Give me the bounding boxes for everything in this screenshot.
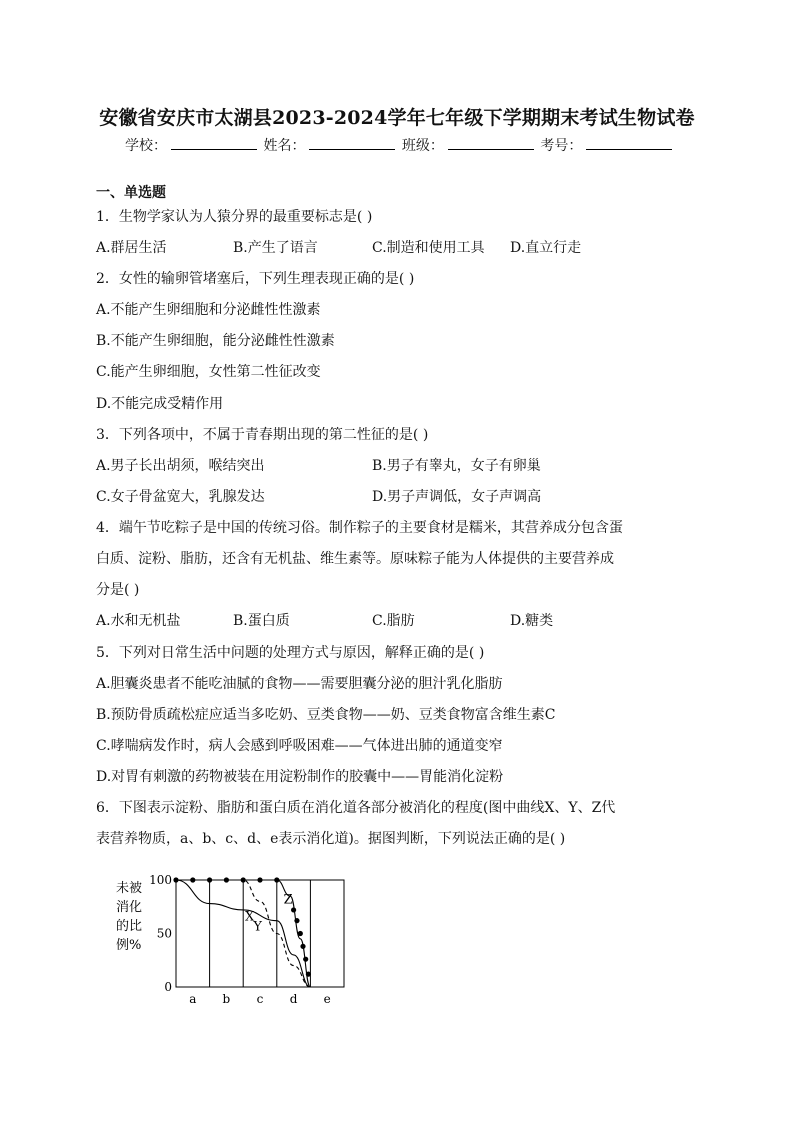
q1-stem: 1．生物学家认为人猿分界的最重要标志是( ) xyxy=(96,209,373,225)
x-tick-label: c xyxy=(256,992,264,1006)
exam-title: 安徽省安庆市太湖县2023-2024学年七年级下学期期末考试生物试卷 xyxy=(99,107,695,129)
q1-option-d: D.直立行走 xyxy=(510,240,582,256)
curve-z-marker xyxy=(291,907,296,912)
curve-z-marker xyxy=(241,877,246,882)
q5-option-b: B.预防骨质疏松症应适当多吃奶、豆类食物——奶、豆类食物富含维生素C xyxy=(96,707,556,723)
q6-stem-line-1: 6．下图表示淀粉、脂肪和蛋白质在消化道各部分被消化的程度(图中曲线X、Y、Z代 xyxy=(96,800,616,816)
q1-option-a: A.群居生活 xyxy=(96,240,167,256)
y-tick-label: 100 xyxy=(149,873,172,887)
q4-option-a: A.水和无机盐 xyxy=(96,613,181,629)
curve-z-marker xyxy=(303,957,308,962)
y-label-line: 消化 xyxy=(116,900,143,915)
curve-label-y: Y xyxy=(253,919,262,935)
q4-stem-line-3: 分是( ) xyxy=(96,582,140,598)
class-label: 班级： xyxy=(401,138,444,154)
q5-option-d: D.对胃有刺激的药物被装在用淀粉制作的胶囊中——胃能消化淀粉 xyxy=(96,769,504,785)
x-tick-label: a xyxy=(189,992,197,1006)
x-tick-label: e xyxy=(323,992,331,1006)
q3-option-a: A.男子长出胡须，喉结突出 xyxy=(96,458,265,474)
y-tick-label: 0 xyxy=(164,980,172,994)
q2-option-d: D.不能完成受精作用 xyxy=(96,396,224,412)
section-heading: 一、单选题 xyxy=(96,185,166,201)
q3-option-c: C.女子骨盆宽大，乳腺发达 xyxy=(96,489,265,505)
curve-z-marker xyxy=(173,877,178,882)
q5-stem: 5．下列对日常生活中问题的处理方式与原因，解释正确的是( ) xyxy=(96,645,485,661)
q1-option-b: B.产生了语言 xyxy=(233,240,318,256)
class-blank[interactable] xyxy=(448,137,534,150)
name-blank[interactable] xyxy=(309,137,395,150)
curve-z-marker xyxy=(298,931,303,936)
school-blank[interactable] xyxy=(171,137,257,150)
curve-label-x: X xyxy=(244,909,255,925)
student-info-row xyxy=(125,135,674,155)
curve-z-marker xyxy=(274,877,279,882)
q2-option-c: C.能产生卵细胞，女性第二性征改变 xyxy=(96,364,321,380)
curve-z-marker xyxy=(190,877,195,882)
curve-z-marker xyxy=(257,877,262,882)
y-label-line: 例% xyxy=(116,938,142,953)
q3-stem: 3．下列各项中，不属于青春期出现的第二性征的是( ) xyxy=(96,427,429,443)
exam-no-blank[interactable] xyxy=(586,137,672,150)
curve-z-marker xyxy=(294,918,299,923)
y-label-line: 的比 xyxy=(116,919,143,934)
x-tick-label: b xyxy=(222,992,231,1006)
q2-option-b: B.不能产生卵细胞，能分泌雌性性激素 xyxy=(96,333,335,349)
x-tick-label: d xyxy=(289,992,298,1006)
q2-option-a: A.不能产生卵细胞和分泌雌性性激素 xyxy=(96,302,321,318)
q4-option-b: B.蛋白质 xyxy=(233,613,290,629)
q4-option-c: C.脂肪 xyxy=(372,613,415,629)
q4-option-d: D.糖类 xyxy=(510,613,554,629)
exam-no-label: 考号： xyxy=(540,138,583,154)
q5-option-c: C.哮喘病发作时，病人会感到呼吸困难——气体进出肺的通道变窄 xyxy=(96,738,503,754)
y-axis-label xyxy=(116,880,142,953)
digestion-chart xyxy=(100,868,360,1008)
curve-z-marker xyxy=(224,877,229,882)
name-label: 姓名： xyxy=(263,138,306,154)
y-tick-label: 50 xyxy=(156,926,172,941)
curve-z-marker xyxy=(306,972,311,977)
q3-option-b: B.男子有睾丸，女子有卵巢 xyxy=(372,458,541,474)
q4-stem-line-1: 4．端午节吃粽子是中国的传统习俗。制作粽子的主要食材是糯米，其营养成分包含蛋 xyxy=(96,520,623,536)
y-axis-ticks xyxy=(149,873,172,994)
curve-labels xyxy=(245,893,293,935)
q6-stem-line-2: 表营养物质，a、b、c、d、e表示消化道)。据图判断，下列说法正确的是( ) xyxy=(96,831,566,847)
curve-z-marker xyxy=(300,944,305,949)
curve-label-z: Z xyxy=(283,892,293,908)
q1-option-c: C.制造和使用工具 xyxy=(372,240,485,256)
curve-z-marker xyxy=(207,877,212,882)
q4-stem-line-2: 白质、淀粉、脂肪，还含有无机盐、维生素等。原味粽子能为人体提供的主要营养成 xyxy=(96,551,614,567)
school-label: 学校： xyxy=(125,138,167,154)
y-label-line: 未被 xyxy=(116,881,143,896)
q3-option-d: D.男子声调低，女子声调高 xyxy=(372,489,542,505)
q2-stem: 2．女性的输卵管堵塞后，下列生理表现正确的是( ) xyxy=(96,271,415,287)
x-axis-ticks xyxy=(189,992,331,1006)
q5-option-a: A.胆囊炎患者不能吃油腻的食物——需要胆囊分泌的胆汁乳化脂肪 xyxy=(96,676,503,692)
